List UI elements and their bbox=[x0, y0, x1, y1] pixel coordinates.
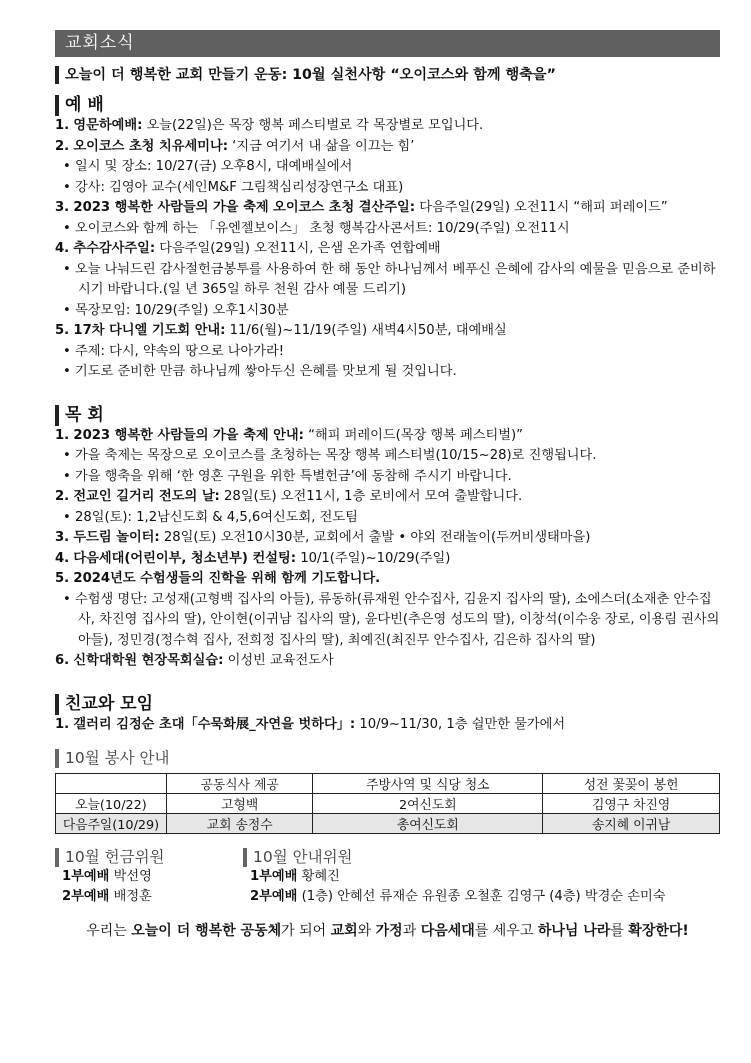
table-cell: 고형백 bbox=[167, 794, 313, 814]
usher-line bbox=[243, 867, 666, 887]
bullet-item: • 수험생 명단: 고성재(고형백 집사의 아들), 류동하(류재원 안수집사, 김윤지 집사의 딸), 소에스더(소재춘 안수집사, 차진영 집사의 딸), 안이현(이귀남 집사의 딸), 윤다빈(추은영 성도의 딸), 이창석(이수웅 장로, 이용림 권사의 아들), 정민경(정수혁 집사, 전희정 집사의 딸), 최예진(최진무 안수집사, 김은하 집사의 딸) bbox=[63, 591, 720, 648]
offering-heading: 10월 헌금위원 bbox=[55, 848, 165, 867]
list-item bbox=[55, 137, 720, 158]
item-text: 이성빈 교육전도사 bbox=[223, 653, 334, 668]
item-text: 10/1(주일)~10/29(주일) bbox=[296, 550, 451, 566]
item-title: 2024년도 수험생들의 진학을 위해 함께 기도합니다. bbox=[73, 571, 381, 586]
fellowship-heading: 친교와 모임 bbox=[55, 694, 720, 715]
slogan-text: 를 bbox=[610, 923, 629, 939]
list-item bbox=[55, 239, 720, 260]
offering-committee bbox=[55, 848, 165, 907]
service-label: 1부예배 bbox=[62, 869, 110, 884]
item-title: 두드림 놀이터: bbox=[73, 530, 160, 545]
service-label: 2부예배 bbox=[62, 889, 110, 904]
list-item bbox=[55, 321, 720, 342]
list-item bbox=[55, 549, 720, 570]
names: 배정훈 bbox=[109, 889, 152, 904]
worship-heading: 예 배 bbox=[55, 95, 720, 116]
item-title: 다음세대(어린이부, 청소년부) 컨설팅: bbox=[73, 550, 296, 566]
bullet-item: • 강사: 김영아 교수(세인M&F 그림책심리성장연구소 대표) bbox=[63, 179, 404, 195]
item-text: 다음주일(29일) 오전11시 “해피 퍼레이드” bbox=[415, 200, 668, 215]
slogan-text: 를 세우고 bbox=[474, 923, 538, 939]
slogan-emphasis: 교회 bbox=[330, 923, 358, 939]
table-cell: 오늘(10/22) bbox=[56, 794, 167, 814]
list-item bbox=[55, 651, 720, 672]
table-header-row bbox=[56, 774, 720, 794]
service-table bbox=[55, 773, 720, 834]
table-cell: 교회 송정수 bbox=[167, 814, 313, 834]
bullet-item: • 일시 및 장소: 10/27(금) 오후8시, 대예배실에서 bbox=[63, 159, 353, 174]
slogan-text: 과 bbox=[402, 923, 421, 939]
item-number: 4. bbox=[55, 550, 70, 566]
item-title: 추수감사주일: bbox=[73, 241, 156, 256]
list-item bbox=[55, 487, 720, 508]
list-item bbox=[55, 528, 720, 549]
table-row bbox=[56, 794, 720, 814]
table-cell: 2여신도회 bbox=[313, 794, 543, 814]
slogan-emphasis: 다음세대 bbox=[420, 923, 475, 939]
bullet-item: • 가을 축제는 목장으로 오이코스를 초청하는 목장 행복 페스티벌(10/15~28)로 진행됩니다. bbox=[63, 448, 597, 463]
campaign-title: 오늘이 더 행복한 교회 만들기 운동: 10월 실천사항 “오이코스와 함께 행축을” bbox=[55, 66, 720, 84]
names: (1층) 안혜선 류재순 유원종 오철훈 김영구 (4층) 박경순 손미숙 bbox=[297, 889, 666, 904]
item-title: 신학대학원 현장목회실습: bbox=[73, 653, 224, 668]
service-heading: 10월 봉사 안내 bbox=[55, 749, 720, 768]
item-number: 3. bbox=[55, 530, 70, 545]
bullet-item: • 가을 행축을 위해 ‘한 영혼 구원을 위한 특별헌금’에 동참해 주시기 바랍니다. bbox=[63, 468, 512, 484]
table-header: 주방사역 및 식당 청소 bbox=[313, 774, 543, 794]
bullet-item: • 목장모임: 10/29(주일) 오후1시30분 bbox=[63, 302, 289, 318]
service-label: 1부예배 bbox=[250, 869, 298, 884]
slogan-emphasis: 가정 bbox=[375, 923, 403, 939]
item-number: 6. bbox=[55, 653, 70, 668]
worship-list bbox=[55, 116, 720, 383]
item-number: 2. bbox=[55, 138, 70, 154]
item-title: 2023 행복한 사람들의 가을 축제 오이코스 초청 결산주일: bbox=[73, 200, 416, 215]
item-number: 2. bbox=[55, 489, 70, 504]
fellowship-item bbox=[55, 715, 720, 736]
table-cell: 김영구 차진영 bbox=[543, 794, 720, 814]
table-cell: 다음주일(10/29) bbox=[56, 814, 167, 834]
item-number: 5. bbox=[55, 323, 70, 338]
item-title: 전교인 길거리 전도의 날: bbox=[73, 489, 220, 504]
offering-line bbox=[55, 867, 165, 887]
slogan-emphasis: 확장한다! bbox=[628, 923, 689, 939]
table-header: 성전 꽃꽂이 봉헌 bbox=[543, 774, 720, 794]
bullet-item: • 28일(토): 1,2남신도회 & 4,5,6여신도회, 전도팀 bbox=[63, 509, 358, 525]
item-text: 28일(토) 오전11시, 1층 로비에서 모여 출발합니다. bbox=[219, 489, 523, 504]
offering-line bbox=[55, 887, 165, 907]
bullet-item: • 오이코스와 함께 하는 「유엔젤보이스」 초청 행복감사콘서트: 10/29(주일) 오전11시 bbox=[63, 220, 570, 236]
list-item bbox=[55, 198, 720, 219]
item-number: 1. bbox=[55, 427, 70, 443]
bullet-item: • 기도로 준비한 만큼 하나님께 쌓아두신 은혜를 맛보게 될 것입니다. bbox=[63, 364, 457, 379]
slogan-text: 우리는 bbox=[86, 923, 132, 939]
list-item bbox=[55, 116, 720, 137]
table-header: 공동식사 제공 bbox=[167, 774, 313, 794]
item-title: 오이코스 초청 치유세미나: bbox=[73, 138, 228, 154]
mokhoe-heading: 목 회 bbox=[55, 405, 720, 426]
slogan-text: 가 되어 bbox=[281, 923, 331, 939]
mokhoe-list bbox=[55, 426, 720, 672]
bulletin-page bbox=[55, 30, 720, 940]
table-header bbox=[56, 774, 167, 794]
item-text: ‘지금 여기서 내 삶을 이끄는 힘’ bbox=[227, 138, 415, 154]
item-number: 1. bbox=[55, 118, 70, 133]
item-title: 영문하예배: bbox=[73, 118, 143, 133]
usher-heading: 10월 안내위원 bbox=[243, 848, 666, 867]
bullet-item: • 오늘 나눠드린 감사절헌금봉투를 사용하여 한 해 동안 하나님께서 베푸신 은혜에 감사의 예물을 믿음으로 준비하시기 바랍니다.(일 년 365일 하루 천원 감사 예물 드리기) bbox=[63, 261, 716, 297]
item-number: 5. bbox=[55, 571, 70, 586]
list-item bbox=[55, 569, 720, 590]
table-cell: 송지혜 이귀남 bbox=[543, 814, 720, 834]
table-cell: 총여신도회 bbox=[313, 814, 543, 834]
slogan-text: 와 bbox=[357, 923, 376, 939]
usher-committee bbox=[243, 848, 666, 907]
list-item bbox=[55, 426, 720, 447]
names: 황혜진 bbox=[297, 869, 340, 884]
item-title: 2023 행복한 사람들의 가을 축제 안내: bbox=[73, 427, 304, 443]
item-text: 28일(토) 오전10시30분, 교회에서 출발 • 야외 전래놀이(두꺼비생태마을) bbox=[159, 530, 591, 545]
footer-slogan bbox=[55, 920, 720, 940]
slogan-emphasis: 하나님 나라 bbox=[537, 923, 611, 939]
usher-line bbox=[243, 887, 666, 907]
item-text: 다음주일(29일) 오전11시, 은샘 온가족 연합예배 bbox=[155, 241, 441, 256]
item-text: 10/9~11/30, 1층 쉴만한 물가에서 bbox=[355, 716, 566, 732]
item-text: 오늘(22일)은 목장 행복 페스티벌로 각 목장별로 모입니다. bbox=[142, 118, 484, 133]
item-text: “해피 퍼레이드(목장 행복 페스티벌)” bbox=[303, 427, 524, 443]
table-row bbox=[56, 814, 720, 834]
item-text: 11/6(월)~11/19(주일) 새벽4시50분, 대예배실 bbox=[225, 323, 507, 338]
slogan-emphasis: 오늘이 더 행복한 공동체 bbox=[131, 923, 282, 939]
item-number: 1. bbox=[55, 716, 70, 732]
item-number: 3. bbox=[55, 200, 70, 215]
service-label: 2부예배 bbox=[250, 889, 298, 904]
item-title: 갤러리 김정순 초대「수묵화展_자연을 벗하다」: bbox=[73, 716, 356, 732]
item-number: 4. bbox=[55, 241, 70, 256]
bullet-item: • 주제: 다시, 약속의 땅으로 나아가라! bbox=[63, 343, 285, 359]
page-title: 교회소식 bbox=[55, 30, 720, 57]
item-title: 17차 다니엘 기도회 안내: bbox=[73, 323, 226, 338]
committee-columns bbox=[55, 848, 720, 908]
names: 박선영 bbox=[109, 869, 152, 884]
